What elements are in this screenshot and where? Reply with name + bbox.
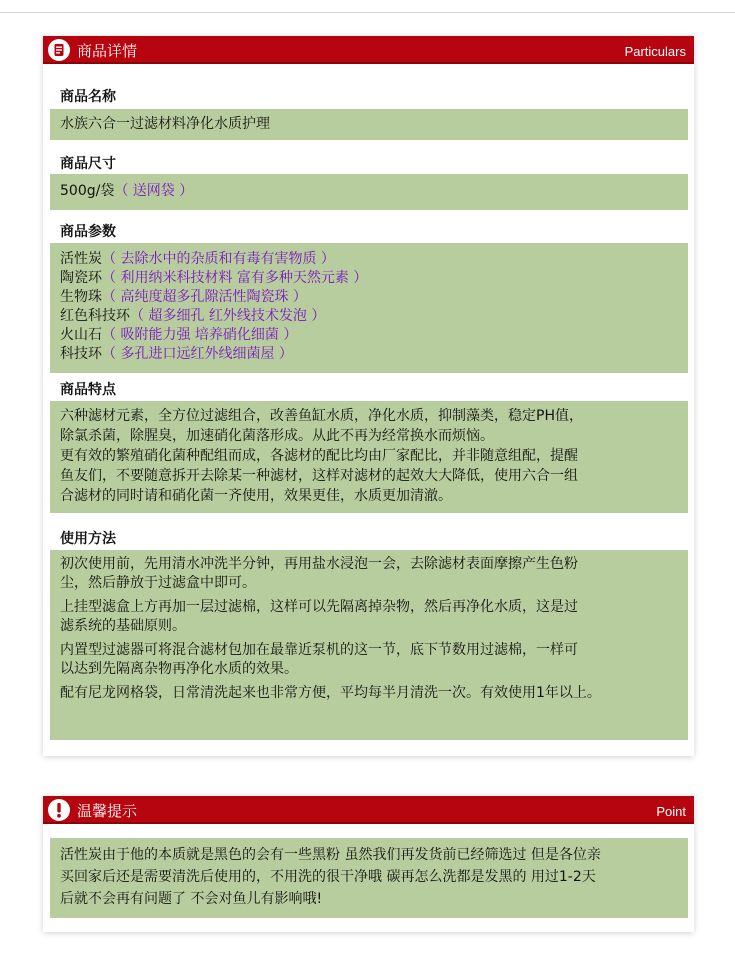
feature-line: 更有效的繁殖硝化菌种配组而成，各滤材的配比均由厂家配比，并非随意组配，提醒 xyxy=(60,448,578,464)
feature-line: 鱼友们，不要随意拆开去除某一种滤材，这样对滤材的起效大大降低，使用六合一组 xyxy=(60,468,578,484)
size-note: （ 送网袋 ） xyxy=(114,183,194,199)
param-item: 陶瓷环（ 利用纳米科技材料 富有多种天然元素 ） xyxy=(60,270,368,286)
name-label: 商品名称 xyxy=(60,89,116,105)
usage-box xyxy=(50,550,688,740)
tips-title-en: Point xyxy=(656,804,686,819)
tips-panel xyxy=(43,796,694,932)
size-label: 商品尺寸 xyxy=(60,156,116,172)
param-item: 科技环（ 多孔进口远红外线细菌屋 ） xyxy=(60,346,293,362)
details-title-en: Particulars xyxy=(624,44,686,59)
usage-label: 使用方法 xyxy=(60,531,116,547)
document-icon xyxy=(48,39,70,61)
feature-line: 合滤材的同时请和硝化菌一齐使用，效果更佳，水质更加清澈。 xyxy=(60,488,452,504)
param-item: 红色科技环（ 超多细孔 红外线技术发泡 ） xyxy=(60,308,326,324)
details-header xyxy=(43,36,694,64)
feature-line: 六种滤材元素，全方位过滤组合，改善鱼缸水质，净化水质，抑制藻类，稳定PH值， xyxy=(60,408,583,424)
tip-line: 后就不会再有问题了 不会对鱼儿有影响哦! xyxy=(60,891,323,907)
alert-icon xyxy=(48,799,70,821)
features-label: 商品特点 xyxy=(60,382,116,398)
usage-paragraph: 配有尼龙网格袋，日常清洗起来也非常方便，平均每半月清洗一次。有效使用1年以上。 xyxy=(60,685,601,701)
features-box xyxy=(50,401,688,513)
details-panel xyxy=(43,36,694,756)
name-value: 水族六合一过滤材料净化水质护理 xyxy=(60,116,270,132)
top-divider xyxy=(0,12,735,13)
tips-title: 温馨提示 xyxy=(77,802,138,820)
tips-header xyxy=(43,796,694,824)
tip-line: 活性炭由于他的本质就是黑色的会有一些黑粉 虽然我们再发货前已经筛选过 但是各位亲 xyxy=(60,847,601,863)
name-box xyxy=(50,109,688,140)
size-box xyxy=(50,174,688,210)
details-title: 商品详情 xyxy=(77,42,138,60)
param-item: 火山石（ 吸附能力强 培养硝化细菌 ） xyxy=(60,327,298,343)
param-item: 活性炭（ 去除水中的杂质和有毒有害物质 ） xyxy=(60,251,335,267)
usage-paragraph: 内置型过滤器可将混合滤材包加在最靠近泵机的这一节，底下节数用过滤棉，一样可 以达到先隔离杂物再净化水质的效果。 xyxy=(60,642,578,677)
size-value: 500g/袋 xyxy=(60,183,115,199)
params-box xyxy=(50,243,688,373)
feature-line: 除氯杀菌，除腥臭，加速硝化菌落形成。从此不再为经常换水而烦恼。 xyxy=(60,428,494,444)
tip-line: 买回家后还是需要清洗后使用的，不用洗的很干净哦 碳再怎么洗都是发黑的 用过1-2天 xyxy=(60,869,596,885)
usage-paragraph: 上挂型滤盒上方再加一层过滤棉，这样可以先隔离掉杂物，然后再净化水质，这是过 滤系统的基础原则。 xyxy=(60,599,578,634)
tips-box xyxy=(50,838,688,918)
usage-paragraph: 初次使用前，先用清水冲洗半分钟，再用盐水浸泡一会，去除滤材表面摩擦产生色粉 尘，然后静放于过滤盒中即可。 xyxy=(60,556,578,591)
params-label: 商品参数 xyxy=(60,224,116,240)
param-item: 生物珠（ 高纯度超多孔隙活性陶瓷珠 ） xyxy=(60,289,307,305)
